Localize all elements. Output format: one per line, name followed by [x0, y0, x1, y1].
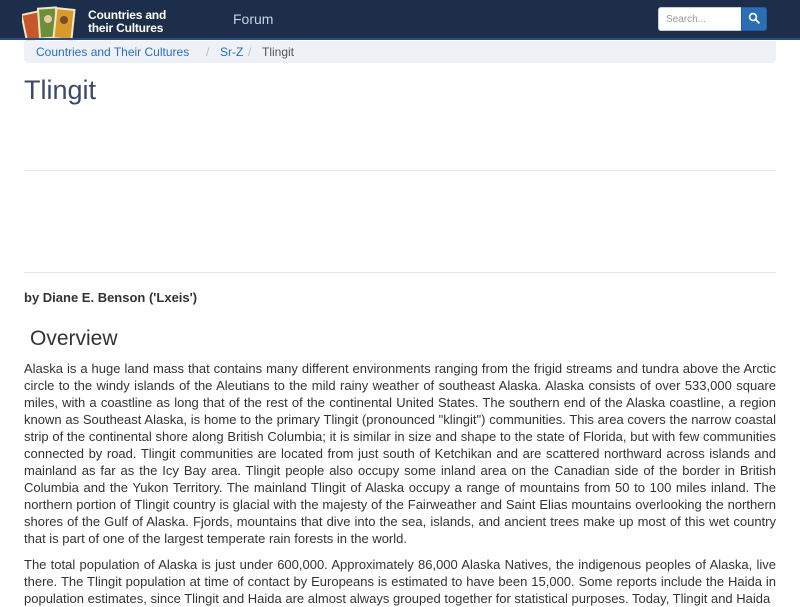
page-title: Tlingit: [24, 75, 97, 105]
top-navbar: [0, 0, 800, 40]
breadcrumb-separator: /: [206, 45, 210, 59]
breadcrumb-current: Tlingit: [262, 45, 295, 59]
breadcrumb: [24, 41, 776, 63]
nav-link-forum[interactable]: Forum: [233, 11, 274, 27]
section-heading-overview: Overview: [30, 327, 118, 350]
breadcrumb-link-countries[interactable]: Countries and Their Cultures: [36, 45, 190, 59]
divider: [24, 272, 776, 273]
article-author: by Diane E. Benson ('Lxeis'): [24, 290, 198, 305]
search-button[interactable]: [741, 7, 767, 31]
search-icon: [748, 12, 760, 27]
article-paragraph: The total population of Alaska is just under 600,000. Approximately 86,000 Alaska Natives, the indigenous peoples of Alaska, live there. The Tlingit population at time of contact by Europeans is estimated to have been 15,000. Some reports include the Haida in population estimates, since Tlingit and Haida are almost always grouped together for statistical purposes. Today, Tlingit and Haida: [24, 557, 776, 606]
breadcrumb-separator: /: [248, 45, 252, 59]
site-logo-text[interactable]: [88, 9, 198, 35]
logo-text-line2: their Cultures: [88, 21, 164, 35]
logo-text-line1: Countries and: [88, 8, 167, 22]
article-paragraph: Alaska is a huge land mass that contains many different environments ranging from the frigid streams and tundra above the Arctic circle to the windy islands of the Aleutians to the mild rainy weather of southeast Alaska. Alaska consists of over 533,000 square miles, with a coastline as long that of the rest of the continental United States. The southern end of the Alaska coastline, a region known as Southeast Alaska, is home to the primary Tlingit (pronounced "klingit") communities. This area covers the narrow coastal strip of the continental shore along British Columbia; it is similar in size and shape to the state of Florida, but with few communities connected by road. Tlingit communities are located from just south of Ketchikan and are scattered northward across islands and mainland as far as the Icy Bay area. Tlingit people also occupy some inland area on the Canadian side of the border in British Columbia and the Yukon Territory. The mainland Tlingit of Alaska occupy a range of mountains from 50 to 100 miles inland. The northern portion of Tlingit country is glacial with the majesty of the Fairweather and Saint Elias mountains overlooking the northern shores of the Gulf of Alaska. Fjords, mountains that dive into the sea, islands, and ancient trees make up most of this wet country that is part of one of the largest temperate rain forests in the world.: [24, 361, 776, 546]
breadcrumb-link-sr-z[interactable]: Sr-Z: [220, 45, 244, 59]
site-logo[interactable]: [22, 5, 82, 44]
divider: [24, 170, 776, 171]
search-input[interactable]: [658, 7, 749, 31]
